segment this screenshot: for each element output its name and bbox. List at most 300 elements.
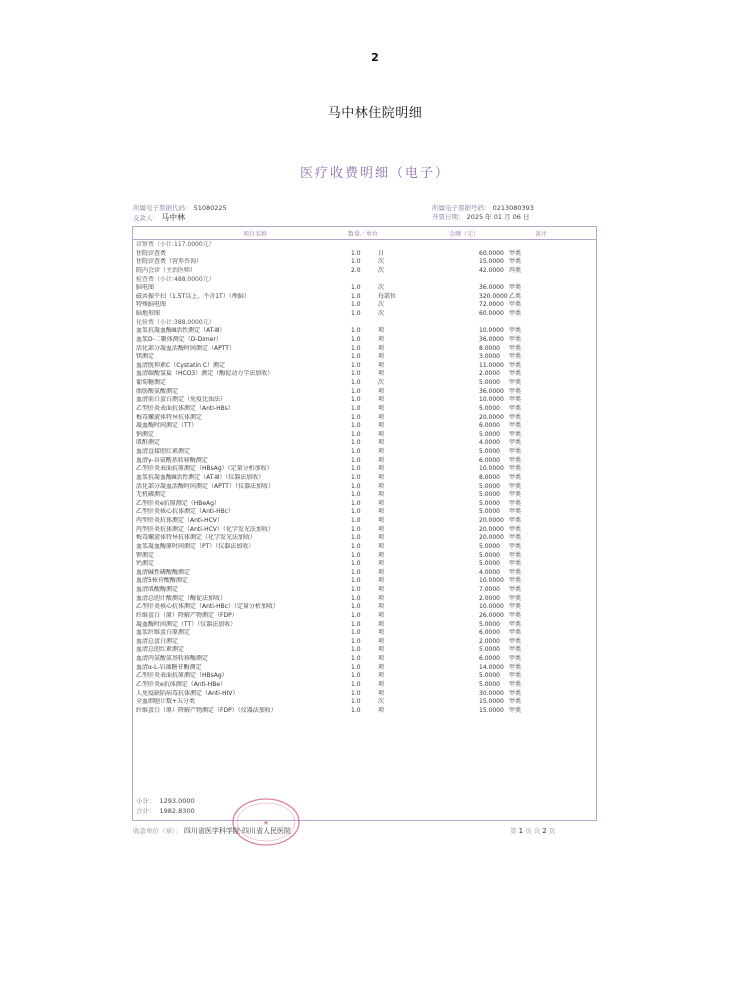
table-row bbox=[133, 655, 596, 664]
item-name: 活化部分凝血活酶时间测定（APTT） bbox=[136, 344, 235, 352]
item-qty: 1.0 bbox=[351, 258, 361, 266]
item-amount: 20.0000 bbox=[479, 413, 504, 421]
subtotal-label: 小计： bbox=[136, 797, 156, 805]
item-name: 丙型肝炎抗体测定（Anti-HCV） bbox=[136, 517, 223, 524]
item-amount: 6.0000 bbox=[479, 655, 500, 662]
item-qty: 1.0 bbox=[351, 611, 361, 619]
table-row bbox=[133, 310, 596, 319]
item-name: 住院诊查费 bbox=[136, 249, 167, 257]
item-amount: 2.0000 bbox=[479, 637, 500, 645]
item-name: 院内会诊（主治医师） bbox=[136, 266, 197, 274]
item-name: 活化部分凝血活酶时间测定（APTT）（仪器法加收） bbox=[136, 482, 274, 490]
item-name: 检查费（小计:488.0000元） bbox=[136, 275, 215, 283]
table-row bbox=[133, 534, 596, 543]
item-unit: 项 bbox=[378, 448, 385, 455]
table-row bbox=[133, 569, 596, 578]
item-class: 甲类 bbox=[509, 698, 522, 706]
item-amount: 4.0000 bbox=[479, 568, 500, 576]
item-class: 甲类 bbox=[509, 396, 522, 404]
item-qty: 1.0 bbox=[351, 560, 361, 568]
bill-number-field bbox=[432, 203, 534, 212]
item-qty: 1.0 bbox=[351, 370, 361, 378]
bill-code-value: 51080225 bbox=[193, 204, 227, 212]
item-amount: 5.0000 bbox=[479, 448, 500, 455]
header-item-name: 项目名称 bbox=[243, 231, 268, 238]
item-qty: 1.0 bbox=[351, 404, 361, 412]
table-row bbox=[133, 586, 596, 595]
item-qty: 1.0 bbox=[351, 327, 361, 335]
table-row bbox=[133, 577, 596, 586]
item-qty: 1.0 bbox=[351, 353, 361, 361]
item-class: 甲类 bbox=[509, 542, 522, 550]
item-amount: 5.0000 bbox=[479, 672, 500, 680]
item-unit: 项 bbox=[378, 370, 385, 378]
item-class: 甲类 bbox=[509, 517, 522, 524]
item-class: 甲类 bbox=[509, 508, 522, 516]
item-amount: 20.0000 bbox=[479, 517, 504, 524]
item-qty: 1.0 bbox=[351, 637, 361, 645]
item-class: 乙类 bbox=[509, 292, 522, 300]
item-class: 甲类 bbox=[509, 379, 522, 386]
item-class: 甲类 bbox=[509, 637, 522, 645]
item-unit: 项 bbox=[378, 344, 385, 352]
item-name: 脑地形图 bbox=[136, 310, 161, 317]
item-unit: 项 bbox=[378, 594, 385, 602]
item-qty: 1.0 bbox=[351, 663, 361, 671]
item-name: 钾测定 bbox=[136, 551, 155, 559]
table-row bbox=[133, 638, 596, 647]
item-amount: 320.0000 bbox=[479, 292, 508, 300]
item-name: 血浆抗凝血酶Ⅲ活性测定（AT-Ⅲ）（仪器法加收） bbox=[136, 473, 265, 481]
payer-field bbox=[133, 212, 185, 223]
item-amount: 42.0000 bbox=[479, 266, 504, 274]
item-class: 甲类 bbox=[509, 413, 522, 421]
category-subtotal-row bbox=[133, 241, 596, 250]
item-qty: 1.0 bbox=[351, 706, 361, 714]
item-class: 甲类 bbox=[509, 525, 522, 533]
table-row bbox=[133, 491, 596, 500]
table-row bbox=[133, 698, 596, 707]
item-qty: 1.0 bbox=[351, 249, 361, 257]
item-amount: 20.0000 bbox=[479, 525, 504, 533]
table-row bbox=[133, 448, 596, 457]
item-unit: 项 bbox=[378, 517, 385, 524]
issuer-label: 收款单位（章）： bbox=[133, 827, 182, 835]
item-name: 钠测定 bbox=[136, 430, 155, 438]
table-row bbox=[133, 681, 596, 690]
table-row bbox=[133, 388, 596, 397]
item-class: 甲类 bbox=[509, 568, 522, 576]
item-unit: 项 bbox=[378, 361, 385, 369]
page-sep: 页 bbox=[525, 827, 532, 835]
item-amount: 10.0000 bbox=[479, 603, 504, 611]
item-unit: 项 bbox=[378, 637, 385, 645]
item-unit: 项 bbox=[378, 620, 385, 628]
item-class: 甲类 bbox=[509, 258, 522, 266]
item-class: 甲类 bbox=[509, 499, 522, 507]
item-class: 甲类 bbox=[509, 577, 522, 585]
item-name: 血清5核苷酸酶测定 bbox=[136, 577, 188, 585]
item-unit: 项 bbox=[378, 586, 385, 593]
item-class: 甲类 bbox=[509, 301, 522, 309]
item-qty: 1.0 bbox=[351, 508, 361, 516]
item-qty: 1.0 bbox=[351, 413, 361, 421]
item-unit: 项 bbox=[378, 568, 385, 576]
item-class: 甲类 bbox=[509, 482, 522, 490]
table-header bbox=[133, 227, 596, 240]
item-amount: 3.0000 bbox=[479, 353, 500, 361]
item-unit: 项 bbox=[378, 387, 385, 395]
table-body bbox=[133, 241, 596, 715]
item-unit: 项 bbox=[378, 327, 385, 335]
item-unit: 项 bbox=[378, 353, 385, 361]
item-name: 梅毒螺旋体特异抗体测定 bbox=[136, 413, 203, 421]
item-amount: 5.0000 bbox=[479, 430, 500, 438]
item-unit: 项 bbox=[378, 603, 385, 611]
table-row bbox=[133, 474, 596, 483]
table-row bbox=[133, 500, 596, 509]
item-unit: 项 bbox=[378, 663, 385, 671]
table-row bbox=[133, 465, 596, 474]
table-row bbox=[133, 301, 596, 310]
item-unit: 项 bbox=[378, 577, 385, 585]
item-unit: 次 bbox=[378, 266, 385, 274]
subtotal bbox=[136, 796, 195, 805]
item-amount: 5.0000 bbox=[479, 508, 500, 516]
item-class: 甲类 bbox=[509, 327, 522, 335]
item-name: 血浆抗凝血酶Ⅲ活性测定（AT-Ⅲ） bbox=[136, 327, 226, 335]
item-unit: 次 bbox=[378, 310, 385, 317]
item-name: 镁测定 bbox=[136, 353, 155, 361]
item-qty: 1.0 bbox=[351, 586, 361, 593]
item-class: 甲类 bbox=[509, 551, 522, 559]
table-row bbox=[133, 646, 596, 655]
table-row bbox=[133, 457, 596, 466]
table-row bbox=[133, 672, 596, 681]
item-class: 甲类 bbox=[509, 611, 522, 619]
item-unit: 项 bbox=[378, 689, 385, 697]
table-row bbox=[133, 560, 596, 569]
item-class: 甲类 bbox=[509, 663, 522, 671]
issuer-value: 四川省医学科学院·四川省人民医院 bbox=[183, 827, 292, 835]
bill-code-field bbox=[133, 203, 227, 212]
item-class: 甲类 bbox=[509, 249, 522, 257]
item-name: 脂肪酸氨酸测定 bbox=[136, 387, 179, 395]
item-name: 诊察费（小计:117.0000元） bbox=[136, 241, 215, 248]
item-qty: 1.0 bbox=[351, 456, 361, 464]
table-row bbox=[133, 353, 596, 362]
item-amount: 11.0000 bbox=[479, 361, 504, 369]
item-class: 甲类 bbox=[509, 629, 522, 637]
item-qty: 1.0 bbox=[351, 594, 361, 602]
item-name: 乙型肝炎核心抗体测定（Anti-HBc） bbox=[136, 508, 235, 516]
page-number: 2 bbox=[371, 51, 379, 64]
item-unit: 次 bbox=[378, 258, 385, 266]
table-row bbox=[133, 422, 596, 431]
table-row bbox=[133, 508, 596, 517]
item-unit: 项 bbox=[378, 491, 385, 499]
table-row bbox=[133, 396, 596, 405]
item-qty: 1.0 bbox=[351, 646, 361, 654]
item-class: 甲类 bbox=[509, 672, 522, 680]
item-amount: 4.0000 bbox=[479, 439, 500, 447]
table-row bbox=[133, 345, 596, 354]
item-qty: 1.0 bbox=[351, 310, 361, 317]
item-name: 梅毒螺旋体特异抗体测定（化学发光法加收） bbox=[136, 534, 257, 542]
item-amount: 60.0000 bbox=[479, 310, 504, 317]
table-row bbox=[133, 362, 596, 371]
item-amount: 15.0000 bbox=[479, 706, 504, 714]
table-row bbox=[133, 664, 596, 673]
item-unit: 项 bbox=[378, 404, 385, 412]
item-qty: 1.0 bbox=[351, 577, 361, 585]
item-name: 人免疫缺陷病毒抗体测定（Anti-HIV） bbox=[136, 689, 239, 697]
item-amount: 6.0000 bbox=[479, 629, 500, 637]
item-unit: 项 bbox=[378, 335, 385, 343]
item-name: 血清α-L-岩藻糖苷酶测定 bbox=[136, 663, 202, 671]
item-amount: 10.0000 bbox=[479, 396, 504, 404]
item-qty: 2.0 bbox=[351, 266, 361, 274]
item-name: 乙型肝炎e抗原测定（HBeAg） bbox=[136, 499, 220, 507]
item-amount: 5.0000 bbox=[479, 542, 500, 550]
table-row bbox=[133, 612, 596, 621]
item-unit: 项 bbox=[378, 465, 385, 473]
item-name: 血清前白蛋白测定（免疫比浊法） bbox=[136, 396, 227, 404]
item-unit: 项 bbox=[378, 413, 385, 421]
item-amount: 10.0000 bbox=[479, 327, 504, 335]
item-qty: 1.0 bbox=[351, 482, 361, 490]
item-amount: 20.0000 bbox=[479, 534, 504, 542]
item-unit: 项 bbox=[378, 473, 385, 481]
item-qty: 1.0 bbox=[351, 672, 361, 680]
item-unit: 项 bbox=[378, 422, 385, 430]
header-remark: 备注 bbox=[535, 231, 548, 238]
item-qty: 1.0 bbox=[351, 292, 361, 300]
item-class: 甲类 bbox=[509, 680, 522, 688]
item-name: 血清总胆红素测定 bbox=[136, 646, 185, 654]
table-row bbox=[133, 431, 596, 440]
item-name: 血清碳酸氢盐（HCO3）测定（酶促动力学法加收） bbox=[136, 370, 274, 378]
item-class: 甲类 bbox=[509, 335, 522, 343]
item-class: 甲类 bbox=[509, 646, 522, 654]
item-qty: 1.0 bbox=[351, 655, 361, 662]
item-class: 甲类 bbox=[509, 422, 522, 430]
item-qty: 1.0 bbox=[351, 603, 361, 611]
issuer-field bbox=[133, 826, 291, 836]
item-class: 甲类 bbox=[509, 655, 522, 662]
item-class: 甲类 bbox=[509, 594, 522, 602]
item-name: 血清γ-谷氨酰基转移酶测定 bbox=[136, 456, 208, 464]
table-row bbox=[133, 379, 596, 388]
item-class: 甲类 bbox=[509, 456, 522, 464]
item-amount: 10.0000 bbox=[479, 577, 504, 585]
table-row bbox=[133, 543, 596, 552]
item-unit: 项 bbox=[378, 629, 385, 637]
item-unit: 项 bbox=[378, 534, 385, 542]
item-qty: 1.0 bbox=[351, 534, 361, 542]
item-qty: 1.0 bbox=[351, 517, 361, 524]
item-amount: 5.0000 bbox=[479, 551, 500, 559]
table-row bbox=[133, 603, 596, 612]
table-row bbox=[133, 414, 596, 423]
document-title: 马中林住院明细 bbox=[327, 106, 423, 121]
item-name: 血清总蛋白测定 bbox=[136, 637, 179, 645]
item-name: 乙型肝炎核心抗体测定（Anti-HBc）（定量分析加收） bbox=[136, 603, 280, 611]
table-row bbox=[133, 629, 596, 638]
item-name: 血清肌酸酶测定 bbox=[136, 586, 179, 593]
table-row bbox=[133, 293, 596, 302]
item-amount: 10.0000 bbox=[479, 465, 504, 473]
item-amount: 36.0000 bbox=[479, 284, 504, 292]
table-row bbox=[133, 336, 596, 345]
item-name: 无机磷测定 bbox=[136, 491, 167, 499]
item-name: 血浆凝血酶原时间测定（PT）（仪器法加收） bbox=[136, 542, 255, 550]
item-unit: 项 bbox=[378, 439, 385, 447]
item-name: 肌酐测定 bbox=[136, 439, 161, 447]
item-amount: 6.0000 bbox=[479, 422, 500, 430]
item-class: 甲类 bbox=[509, 706, 522, 714]
header-qty-unit: 数量／单位 bbox=[348, 231, 379, 238]
item-qty: 1.0 bbox=[351, 396, 361, 404]
item-unit: 项 bbox=[378, 560, 385, 568]
item-name: 特殊脑电图 bbox=[136, 301, 167, 309]
item-qty: 1.0 bbox=[351, 379, 361, 386]
issue-date-field bbox=[432, 212, 530, 221]
item-unit: 日 bbox=[378, 249, 385, 257]
item-unit: 项 bbox=[378, 646, 385, 654]
item-amount: 2.0000 bbox=[479, 370, 500, 378]
page-label: 第 bbox=[510, 827, 517, 835]
item-amount: 15.0000 bbox=[479, 258, 504, 266]
issue-date-label: 开票日期： bbox=[432, 213, 465, 221]
item-qty: 1.0 bbox=[351, 491, 361, 499]
item-amount: 8.0000 bbox=[479, 344, 500, 352]
item-amount: 5.0000 bbox=[479, 379, 500, 386]
subtotal-value: 1293.0000 bbox=[159, 797, 195, 805]
item-class: 甲类 bbox=[509, 560, 522, 568]
table-row bbox=[133, 327, 596, 336]
item-amount: 60.0000 bbox=[479, 249, 504, 257]
bill-number-value: 0213080393 bbox=[492, 204, 534, 212]
item-amount: 5.0000 bbox=[479, 404, 500, 412]
item-class: 甲类 bbox=[509, 491, 522, 499]
item-amount: 5.0000 bbox=[479, 620, 500, 628]
page-current: 1 bbox=[518, 827, 524, 835]
item-qty: 1.0 bbox=[351, 473, 361, 481]
item-qty: 1.0 bbox=[351, 361, 361, 369]
item-class: 甲类 bbox=[509, 387, 522, 395]
payer-value: 马中林 bbox=[161, 213, 186, 222]
item-unit: 项 bbox=[378, 396, 385, 404]
item-class: 甲类 bbox=[509, 404, 522, 412]
item-amount: 36.0000 bbox=[479, 335, 504, 343]
item-name: 乙型肝炎表面抗体测定（Anti-HBs） bbox=[136, 404, 234, 412]
page-indicator bbox=[510, 826, 555, 835]
table-row bbox=[133, 621, 596, 630]
item-unit: 次 bbox=[378, 301, 385, 309]
item-amount: 5.0000 bbox=[479, 482, 500, 490]
table-row bbox=[133, 439, 596, 448]
item-qty: 1.0 bbox=[351, 689, 361, 697]
table-row bbox=[133, 690, 596, 699]
table-row bbox=[133, 370, 596, 379]
form-title: 医疗收费明细（电子） bbox=[299, 166, 450, 181]
table-row bbox=[133, 405, 596, 414]
item-name: 磁共振平扫（1.5T以上，不含1T）（颅脑） bbox=[136, 292, 250, 300]
item-class: 甲类 bbox=[509, 439, 522, 447]
item-name: 血清胱抑素C（Cystatin C）测定 bbox=[136, 361, 226, 369]
item-name: 乙型肝炎表面抗原测定（HBsAg） bbox=[136, 672, 228, 680]
payer-label: 交款人： bbox=[133, 214, 159, 222]
bill-number-label: 所属电子票据号码： bbox=[432, 204, 491, 212]
item-unit: 项 bbox=[378, 706, 385, 714]
item-qty: 1.0 bbox=[351, 430, 361, 438]
page-total-suffix: 页 bbox=[548, 827, 556, 835]
table-row bbox=[133, 267, 596, 276]
item-name: 凝血酶时间测定（TT） bbox=[136, 422, 198, 430]
item-class: 甲类 bbox=[509, 284, 522, 292]
item-amount: 5.0000 bbox=[479, 560, 500, 568]
item-unit: 次 bbox=[378, 284, 385, 292]
item-amount: 14.0000 bbox=[479, 663, 504, 671]
item-name: 脑电图 bbox=[136, 284, 155, 292]
total-value: 1982.8300 bbox=[159, 807, 195, 815]
table-row bbox=[133, 552, 596, 561]
category-subtotal-row bbox=[133, 319, 596, 328]
item-class: 甲类 bbox=[509, 534, 522, 542]
item-amount: 5.0000 bbox=[479, 680, 500, 688]
item-qty: 1.0 bbox=[351, 525, 361, 533]
issue-date-value: 2025 年 01 月 06 日 bbox=[466, 213, 530, 221]
item-amount: 6.0000 bbox=[479, 456, 500, 464]
item-unit: 项 bbox=[378, 542, 385, 550]
table-row bbox=[133, 250, 596, 259]
item-unit: 项 bbox=[378, 430, 385, 438]
item-name: 化验费（小计:388.0000元） bbox=[136, 318, 215, 326]
item-class: 甲类 bbox=[509, 353, 522, 361]
item-unit: 项 bbox=[378, 456, 385, 464]
item-class: 甲类 bbox=[509, 586, 522, 593]
item-unit: 项 bbox=[378, 672, 385, 680]
item-unit: 项 bbox=[378, 482, 385, 490]
item-qty: 1.0 bbox=[351, 629, 361, 637]
item-amount: 8.0000 bbox=[479, 473, 500, 481]
item-name: 血清丙氨酸氨基转移酶测定 bbox=[136, 655, 209, 662]
item-name: 全血细胞计数+五分类 bbox=[136, 698, 196, 706]
item-name: 钙测定 bbox=[136, 560, 155, 568]
item-qty: 1.0 bbox=[351, 499, 361, 507]
item-class: 丙类 bbox=[509, 266, 522, 274]
item-name: 血浆D-二聚体测定（D-Dimer） bbox=[136, 335, 222, 343]
item-unit: 次 bbox=[378, 379, 385, 386]
page-total-label: 共 bbox=[533, 827, 541, 835]
item-amount: 30.0000 bbox=[479, 689, 504, 697]
item-qty: 1.0 bbox=[351, 620, 361, 628]
item-name: 住院诊查费（营养咨询） bbox=[136, 258, 203, 266]
item-unit: 项 bbox=[378, 525, 385, 533]
table-row bbox=[133, 517, 596, 526]
item-unit: 次 bbox=[378, 698, 385, 706]
item-unit: 项 bbox=[378, 508, 385, 516]
item-class: 甲类 bbox=[509, 620, 522, 628]
item-name: 纤维蛋白（原）降解产物测定（FDP） bbox=[136, 611, 238, 619]
item-class: 甲类 bbox=[509, 603, 522, 611]
item-class: 甲类 bbox=[509, 448, 522, 455]
table-row bbox=[133, 526, 596, 535]
item-qty: 1.0 bbox=[351, 301, 361, 309]
item-amount: 5.0000 bbox=[479, 491, 500, 499]
item-class: 甲类 bbox=[509, 310, 522, 317]
